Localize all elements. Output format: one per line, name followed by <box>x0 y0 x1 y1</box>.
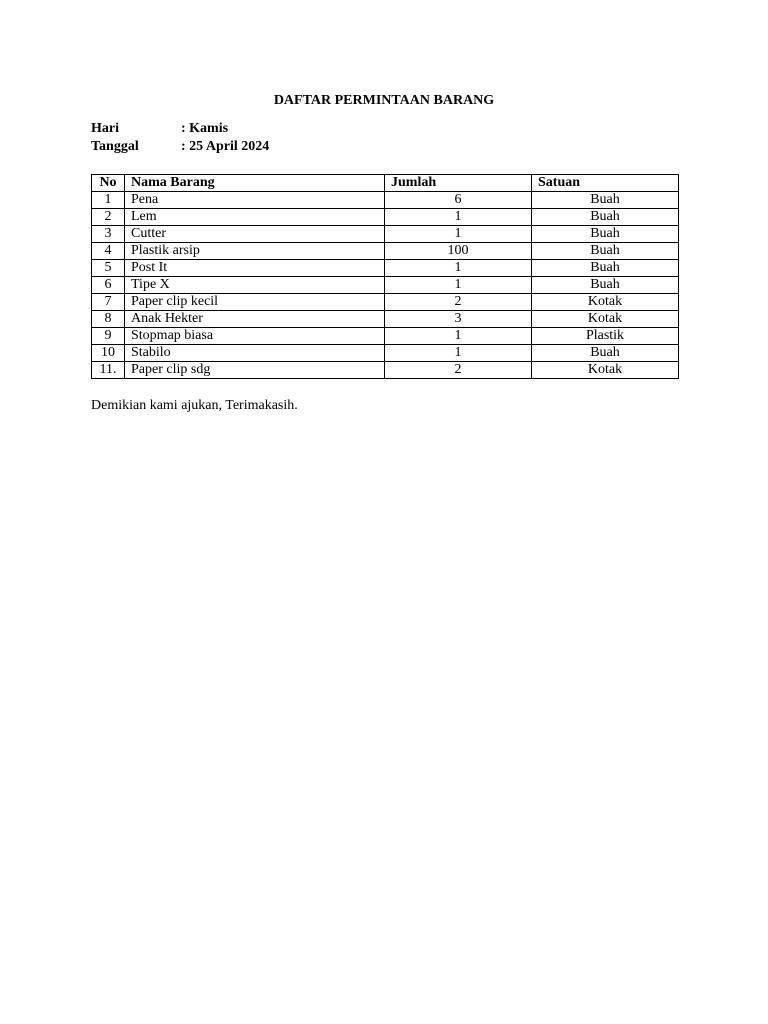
cell-unit: Kotak <box>532 294 679 311</box>
cell-item-name: Stopmap biasa <box>125 328 385 345</box>
cell-unit: Buah <box>532 277 679 294</box>
table-body <box>92 192 679 379</box>
cell-no: 3 <box>92 226 125 243</box>
document-title: DAFTAR PERMINTAAN BARANG <box>273 93 495 108</box>
cell-no: 1 <box>92 192 125 209</box>
cell-no: 11. <box>92 362 125 379</box>
cell-no: 6 <box>92 277 125 294</box>
cell-no: 8 <box>92 311 125 328</box>
cell-unit: Kotak <box>532 362 679 379</box>
cell-item-name: Anak Hekter <box>125 311 385 328</box>
cell-item-name: Stabilo <box>125 345 385 362</box>
closing-text: Demikian kami ajukan, Terimakasih. <box>91 398 298 413</box>
cell-no: 4 <box>92 243 125 260</box>
meta-label-day: Hari <box>91 121 119 136</box>
cell-quantity: 100 <box>385 243 532 260</box>
cell-quantity: 1 <box>385 277 532 294</box>
cell-item-name: Tipe X <box>125 277 385 294</box>
cell-no: 9 <box>92 328 125 345</box>
table-row <box>92 294 679 311</box>
header-quantity: Jumlah <box>385 175 532 192</box>
table-row <box>92 328 679 345</box>
cell-unit: Kotak <box>532 311 679 328</box>
cell-item-name: Post It <box>125 260 385 277</box>
cell-item-name: Cutter <box>125 226 385 243</box>
cell-item-name: Paper clip kecil <box>125 294 385 311</box>
cell-no: 10 <box>92 345 125 362</box>
table-row <box>92 243 679 260</box>
cell-quantity: 1 <box>385 209 532 226</box>
cell-no: 5 <box>92 260 125 277</box>
cell-quantity: 1 <box>385 345 532 362</box>
meta-label-date: Tanggal <box>91 139 139 154</box>
header-unit: Satuan <box>532 175 679 192</box>
meta-value-date: : 25 April 2024 <box>181 139 270 154</box>
table-row <box>92 277 679 294</box>
cell-quantity: 3 <box>385 311 532 328</box>
cell-quantity: 2 <box>385 362 532 379</box>
cell-quantity: 6 <box>385 192 532 209</box>
cell-unit: Buah <box>532 209 679 226</box>
cell-item-name: Paper clip sdg <box>125 362 385 379</box>
table-header-row <box>92 175 679 192</box>
meta-value-day: : Kamis <box>181 121 229 136</box>
cell-unit: Buah <box>532 243 679 260</box>
header-no: No <box>92 175 125 192</box>
items-table <box>91 174 679 379</box>
cell-unit: Buah <box>532 260 679 277</box>
table-row <box>92 209 679 226</box>
table-row <box>92 362 679 379</box>
cell-unit: Buah <box>532 192 679 209</box>
cell-unit: Plastik <box>532 328 679 345</box>
table-row <box>92 260 679 277</box>
table-row <box>92 345 679 362</box>
cell-quantity: 1 <box>385 226 532 243</box>
cell-unit: Buah <box>532 226 679 243</box>
cell-quantity: 1 <box>385 260 532 277</box>
header-item-name: Nama Barang <box>125 175 385 192</box>
table-row <box>92 311 679 328</box>
table-row <box>92 192 679 209</box>
table-row <box>92 226 679 243</box>
cell-unit: Buah <box>532 345 679 362</box>
cell-quantity: 2 <box>385 294 532 311</box>
cell-item-name: Plastik arsip <box>125 243 385 260</box>
cell-quantity: 1 <box>385 328 532 345</box>
cell-item-name: Pena <box>125 192 385 209</box>
cell-no: 7 <box>92 294 125 311</box>
cell-no: 2 <box>92 209 125 226</box>
cell-item-name: Lem <box>125 209 385 226</box>
